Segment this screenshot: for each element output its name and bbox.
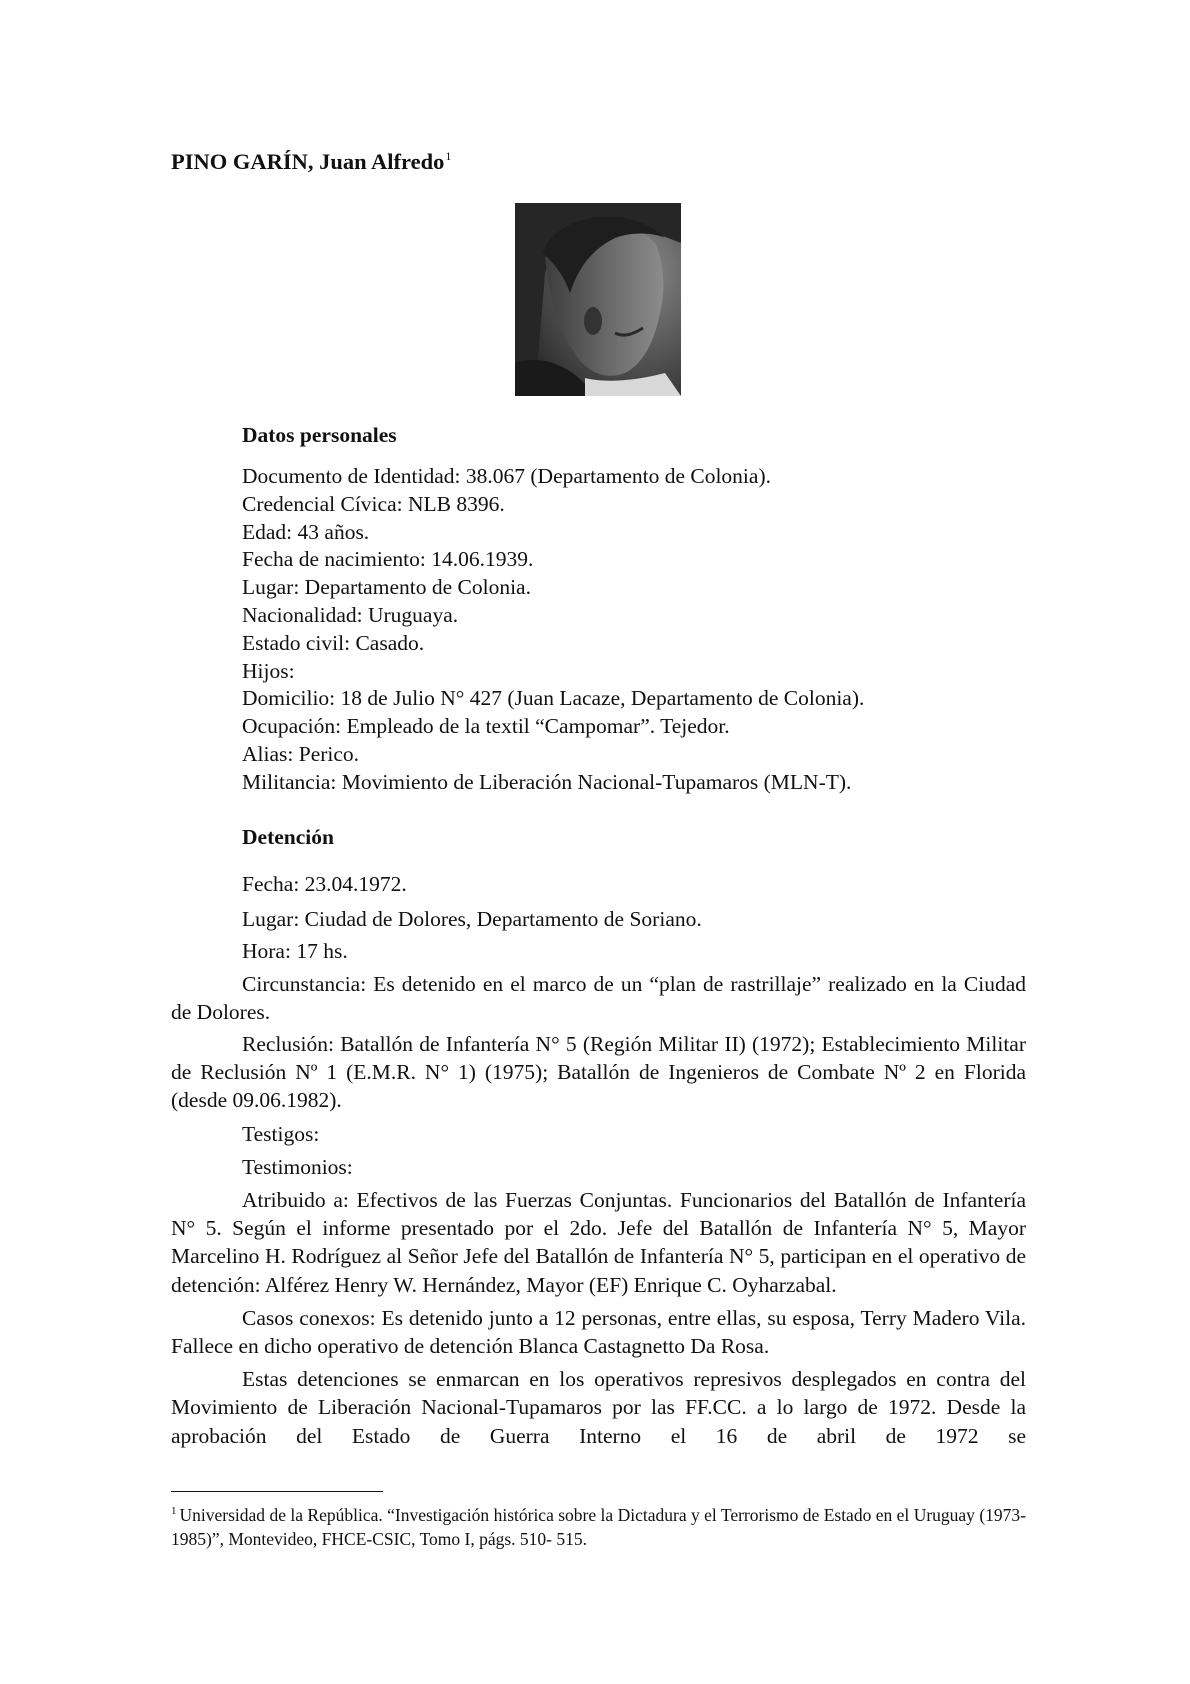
footnote bbox=[171, 1499, 1026, 1551]
portrait-photo bbox=[515, 203, 681, 396]
detention-place: Lugar: Ciudad de Dolores, Departamento de Soriano. bbox=[242, 907, 702, 932]
portrait-image bbox=[515, 203, 681, 396]
birth-place-line: Lugar: Departamento de Colonia. bbox=[242, 575, 531, 600]
detention-details bbox=[171, 870, 1026, 1450]
address-line: Domicilio: 18 de Julio N° 427 (Juan Lacaze, Departamento de Colonia). bbox=[242, 686, 865, 711]
nationality-line: Nacionalidad: Uruguaya. bbox=[242, 602, 459, 627]
militancy-line: Militancia: Movimiento de Liberación Nacional-Tupamaros (MLN-T). bbox=[242, 769, 852, 794]
age-line: Edad: 43 años. bbox=[242, 519, 370, 544]
detention-time: Hora: 17 hs. bbox=[242, 939, 348, 964]
footnote-reference: 1 bbox=[445, 149, 452, 163]
person-name: PINO GARÍN, Juan Alfredo bbox=[171, 149, 445, 174]
context-paragraph: Estas detenciones se enmarcan en los operativos represivos desplegados en contra del Movimiento de Liberación Nacional-Tupamaros por las FF.CC. a lo largo de 1972. Desde la aprobación del Estado de Guerra Interno el 16 de abril de 1972 se bbox=[171, 1367, 1026, 1448]
document-id-line: Documento de Identidad: 38.067 (Departamento de Colonia). bbox=[242, 464, 771, 488]
section-heading-detencion: Detención bbox=[242, 825, 334, 849]
alias-line: Alias: Perico. bbox=[242, 741, 360, 766]
birth-date-line: Fecha de nacimiento: 14.06.1939. bbox=[242, 547, 534, 572]
civil-status-line: Estado civil: Casado. bbox=[242, 630, 425, 655]
civic-credential-line: Credencial Cívica: NLB 8396. bbox=[242, 491, 505, 516]
detention-date: Fecha: 23.04.1972. bbox=[242, 872, 407, 896]
reclusion-paragraph: Reclusión: Batallón de Infantería N° 5 (Región Militar II) (1972); Establecimiento Militar de Reclusión Nº 1 (E.M.R. N° 1) (1975); Batallón de Ingenieros de Combate Nº 2 en Florida (desde 09.06.1982). bbox=[171, 1032, 1026, 1113]
circumstance-paragraph: Circunstancia: Es detenido en el marco de un “plan de rastrillaje” realizado en la Ciudad de Dolores. bbox=[171, 971, 1026, 1024]
witnesses-line: Testigos: bbox=[242, 1121, 320, 1146]
testimonies-line: Testimonios: bbox=[242, 1154, 353, 1179]
footnote-text: Universidad de la República. “Investigación histórica sobre la Dictadura y el Terrorismo de Estado en el Uruguay (1973-1985)”, Montevideo, FHCE-CSIC, Tomo I, págs. 510- 515. bbox=[171, 1505, 1026, 1549]
attributed-paragraph: Atribuido a: Efectivos de las Fuerzas Conjuntas. Funcionarios del Batallón de Infantería N° 5. Según el informe presentado por el 2do. Jefe del Batallón de Infantería N° 5, Mayor Marcelino H. Rodríguez al Señor Jefe del Batallón de Infantería N° 5, participan en el operativo de detención: Alférez Henry W. Hernández, Mayor (EF) Enrique C. Oyharzabal. bbox=[171, 1188, 1026, 1297]
occupation-line: Ocupación: Empleado de la textil “Campomar”. Tejedor. bbox=[242, 714, 730, 739]
footnote-separator bbox=[171, 1491, 383, 1492]
footnote-number: 1 bbox=[171, 1505, 177, 1517]
personal-data-list bbox=[242, 463, 864, 797]
related-cases-paragraph: Casos conexos: Es detenido junto a 12 personas, entre ellas, su esposa, Terry Madero Vila. Fallece en dicho operativo de detención Blanca Castagnetto Da Rosa. bbox=[171, 1305, 1026, 1359]
page-title bbox=[171, 142, 451, 176]
children-line: Hijos: bbox=[242, 658, 295, 683]
section-heading-datos-personales: Datos personales bbox=[242, 423, 397, 447]
